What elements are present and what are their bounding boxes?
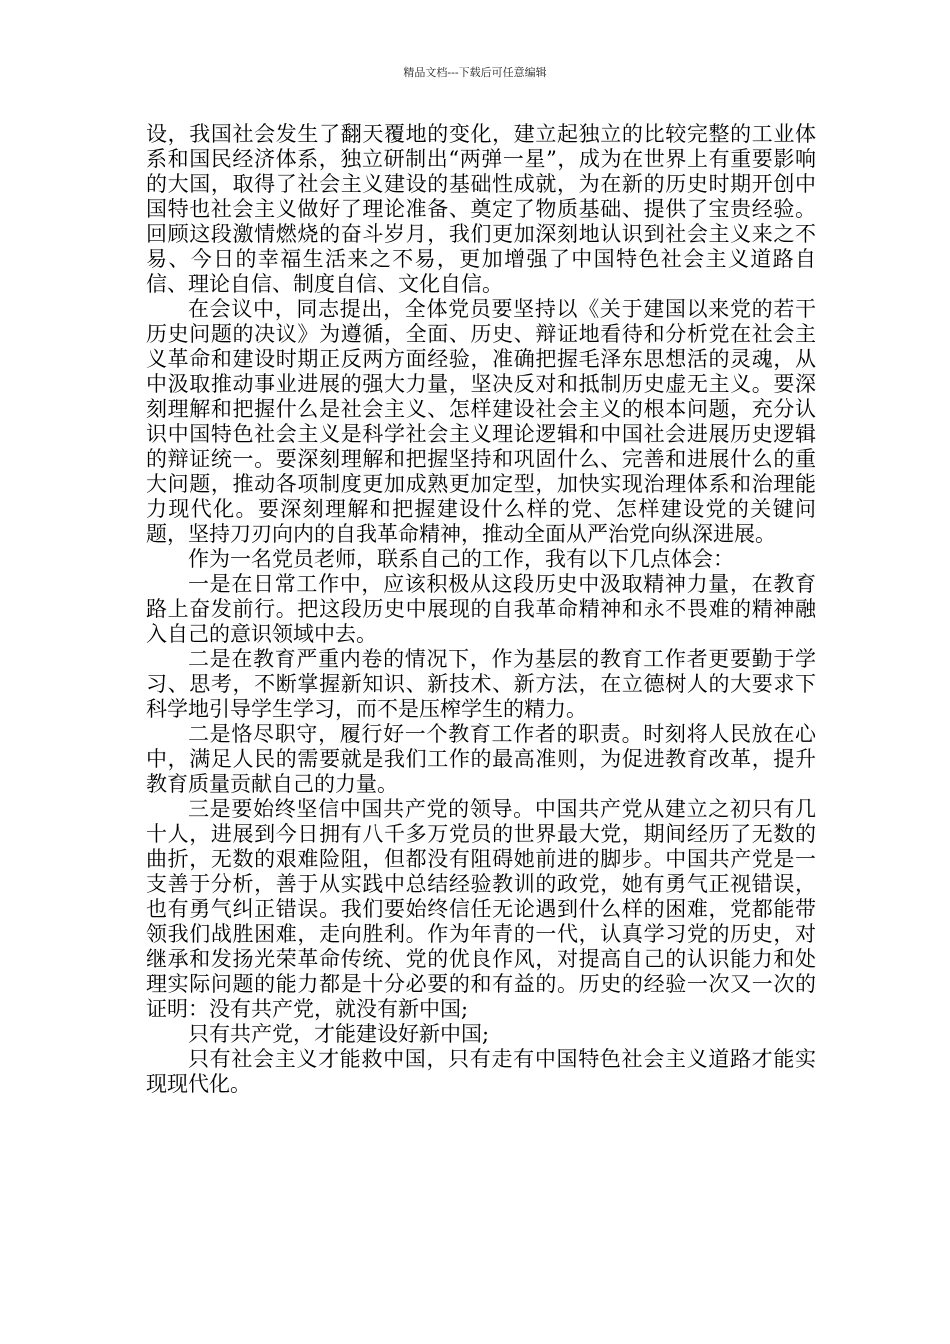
- paragraph-point-one: 一是在日常工作中，应该积极从这段历史中汲取精神力量，在教育路上奋发前行。把这段历史中展现的自我革命精神和永不畏难的精神融入自己的意识领域中去。: [146, 572, 816, 646]
- paragraph-point-two: 二是在教育严重内卷的情况下，作为基层的教育工作者更要勤于学习、思考，不断掌握新知识、新技术、新方法，在立德树人的大要求下科学地引导学生学习，而不是压榨学生的精力。: [146, 647, 816, 721]
- paragraph-point-two-b: 二是恪尽职守，履行好一个教育工作者的职责。时刻将人民放在心中，满足人民的需要就是我们工作的最高准则，为促进教育改革，提升教育质量贡献自己的力量。: [146, 722, 816, 796]
- paragraph-intro-reflections: 作为一名党员老师，联系自己的工作，我有以下几点体会：: [188, 547, 734, 571]
- paragraph-only-socialism: 只有社会主义才能救中国，只有走有中国特色社会主义道路才能实现现代化。: [146, 1047, 816, 1096]
- paragraph-continuation: 设，我国社会发生了翻天覆地的变化，建立起独立的比较完整的工业体系和国民经济体系，独立研制出“两弹一星”，成为在世界上有重要影响的大国，取得了社会主义建设的基础性成就，为在新的历史时期开创中国特也社会主义做好了理论准备、奠定了物质基础、提供了宝贵经验。回顾这段激情燃烧的奋斗岁月，我们更加深刻地认识到社会主义来之不易、今日的幸福生活来之不易，更加增强了中国特色社会主义道路自信、理论自信、制度自信、文化自信。: [146, 122, 816, 296]
- paragraph-meeting: 在会议中，同志提出，全体党员要坚持以《关于建国以来党的若干历史问题的决议》为遵循，全面、历史、辩证地看待和分析党在社会主义革命和建设时期正反两方面经验，准确把握毛泽东思想活的灵魂，从中汲取推动事业进展的强大力量，坚决反对和抵制历史虚无主义。要深刻理解和把握什么是社会主义、怎样建设社会主义的根本问题，充分认识中国特色社会主义是科学社会主义理论逻辑和中国社会进展历史逻辑的辩证统一。要深刻理解和把握坚持和巩固什么、完善和进展什么的重大问题，推动各项制度更加成熟更加定型，加快实现治理体系和治理能力现代化。要深刻理解和把握建设什么样的党、怎样建设党的关键问题，坚持刀刃向内的自我革命精神，推动全面从严治党向纵深进展。: [146, 297, 816, 546]
- paragraph-only-party: 只有共产党，才能建设好新中国;: [188, 1022, 490, 1046]
- paragraph-point-three: 三是要始终坚信中国共产党的领导。中国共产党从建立之初只有几十人，进展到今日拥有八千多万党员的世界最大党，期间经历了无数的曲折，无数的艰难险阻，但都没有阻碍她前进的脚步。中国共产党是一支善于分析，善于从实践中总结经验教训的政党，她有勇气正视错误，也有勇气纠正错误。我们要始终信任无论遇到什么样的困难，党都能带领我们战胜困难，走向胜利。作为年青的一代，认真学习党的历史，对继承和发扬光荣革命传统、党的优良作风，对提高自己的认识能力和处理实际问题的能力都是十分必要的和有益的。历史的经验一次又一次的证明：没有共产党，就没有新中国;: [146, 797, 816, 1021]
- page-header: 精品文档---下载后可任意编辑: [403, 66, 547, 79]
- document-body: [146, 122, 816, 1097]
